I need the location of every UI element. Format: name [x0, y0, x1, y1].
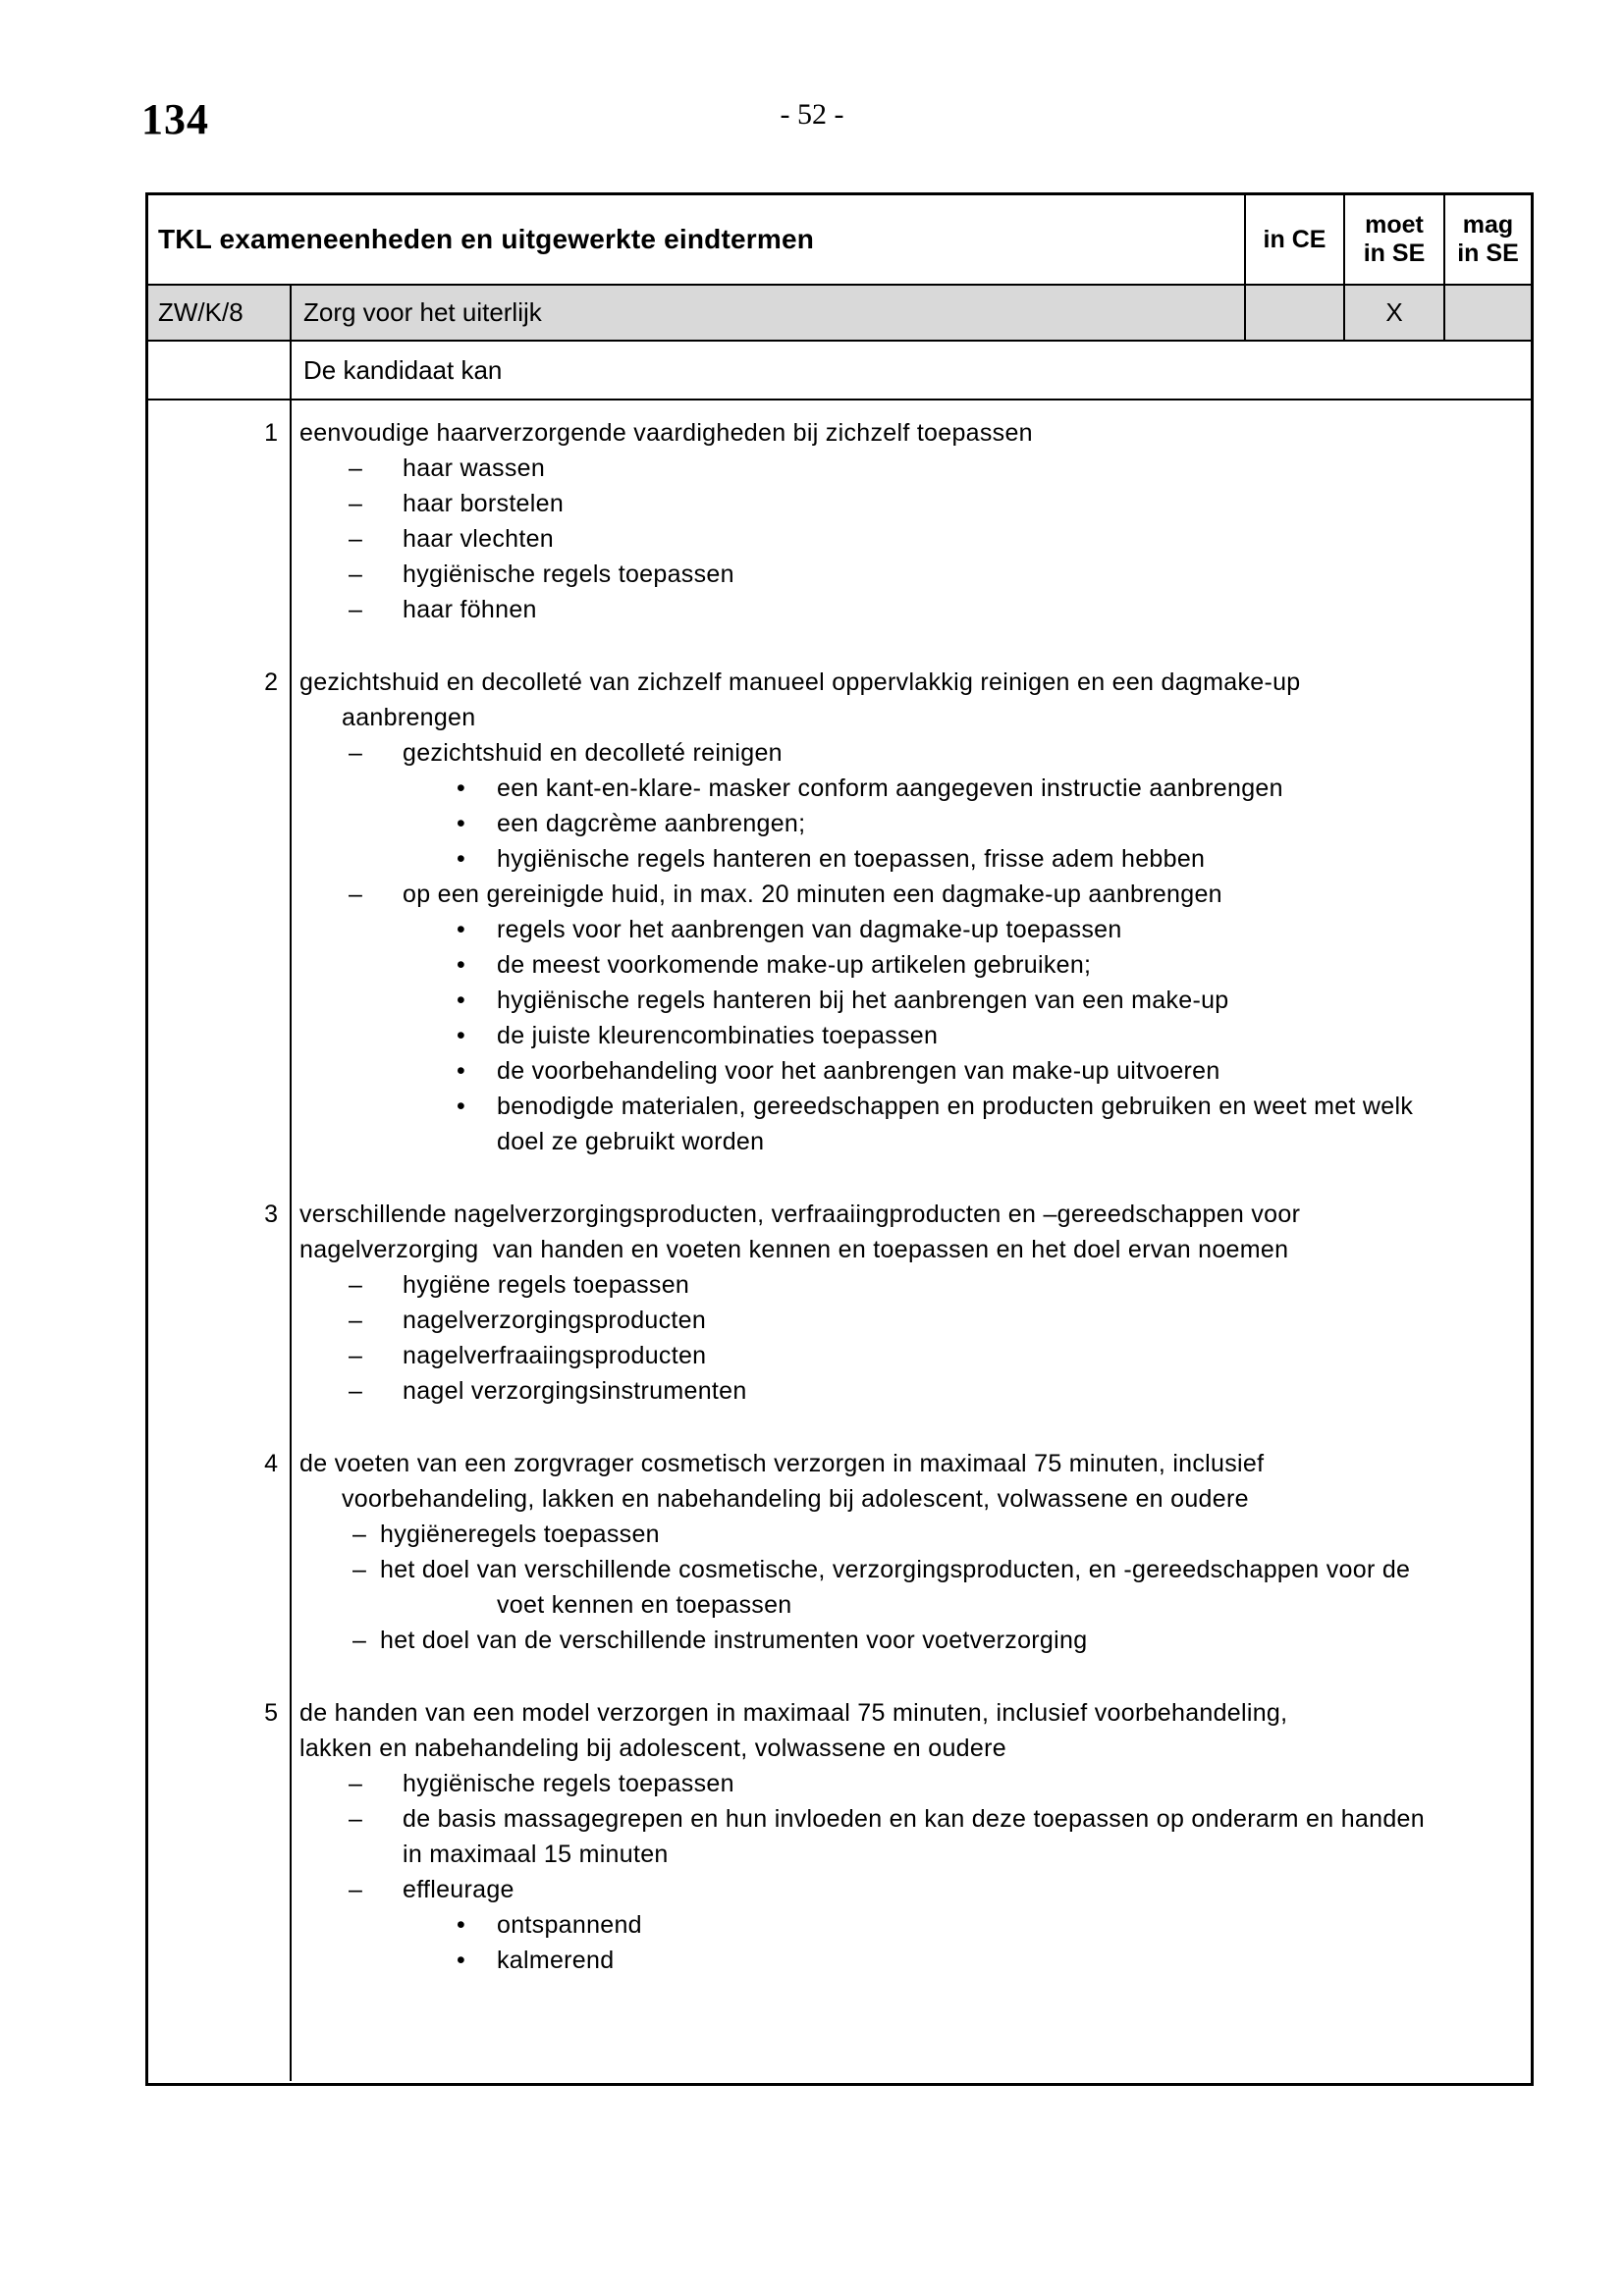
exam-item — [148, 1197, 1531, 1409]
item-line — [148, 1303, 1531, 1338]
line-text: kalmerend — [497, 1947, 615, 1974]
bullet-icon: • — [457, 951, 466, 979]
dash-icon: – — [349, 596, 363, 623]
dash-icon: – — [352, 1556, 367, 1583]
dash-icon: – — [349, 1770, 363, 1797]
item-line — [148, 521, 1531, 557]
dash-icon: – — [349, 454, 363, 482]
items — [148, 400, 1531, 2081]
line-text: hygiënische regels toepassen — [403, 561, 734, 588]
line-text: eenvoudige haarverzorgende vaardigheden bij zichzelf toepassen — [299, 419, 1033, 447]
dash-icon: – — [349, 739, 363, 767]
line-text: hygiëneregels toepassen — [380, 1521, 660, 1548]
line-text: verschillende nagelverzorgingsproducten, verfraaiingproducten en –gereedschappen voor — [299, 1201, 1301, 1228]
item-number: 5 — [264, 1699, 278, 1727]
item-line — [148, 735, 1531, 771]
eindtermen-table — [145, 192, 1534, 2086]
page-number-center: - 52 - — [780, 98, 844, 131]
line-text: de handen van een model verzorgen in maximaal 75 minuten, inclusief voorbehandeling, — [299, 1699, 1288, 1727]
item-line — [148, 947, 1531, 983]
item-line — [148, 1695, 1531, 1731]
line-text: een kant-en-klare- masker conform aangegeven instructie aanbrengen — [497, 774, 1283, 802]
item-line — [148, 1053, 1531, 1089]
item-line — [148, 1907, 1531, 1943]
item-line — [148, 1837, 1531, 1872]
item-line — [148, 1089, 1531, 1124]
item-line — [148, 1552, 1531, 1587]
dash-icon: – — [349, 561, 363, 588]
line-text: nagelverzorgingsproducten — [403, 1307, 707, 1334]
item-number: 2 — [264, 668, 278, 696]
line-text: de juiste kleurencombinaties toepassen — [497, 1022, 939, 1049]
line-text: op een gereinigde huid, in max. 20 minuten een dagmake-up aanbrengen — [403, 881, 1222, 908]
line-text: lakken en nabehandeling bij adolescent, volwassene en oudere — [299, 1735, 1006, 1762]
unit-code: ZW/K/8 — [148, 286, 292, 340]
line-text: de voeten van een zorgvrager cosmetisch verzorgen in maximaal 75 minuten, inclusief — [299, 1450, 1265, 1477]
item-line — [148, 1943, 1531, 1978]
item-line — [148, 1446, 1531, 1481]
bullet-icon: • — [457, 845, 466, 873]
item-line — [148, 1801, 1531, 1837]
intro-row — [148, 342, 1531, 400]
item-line — [148, 1481, 1531, 1517]
item-number: 4 — [264, 1450, 278, 1477]
bullet-icon: • — [457, 1947, 466, 1974]
line-text: nagelverzorging van handen en voeten kennen en toepassen en het doel ervan noemen — [299, 1236, 1289, 1263]
exam-item — [148, 1695, 1531, 1978]
line-text: de basis massagegrepen en hun invloeden en kan deze toepassen op onderarm en handen — [403, 1805, 1425, 1833]
unit-row — [148, 286, 1531, 342]
item-line — [148, 1018, 1531, 1053]
dash-icon: – — [349, 1377, 363, 1405]
item-line — [148, 1766, 1531, 1801]
line-text: hygiënische regels hanteren bij het aanbrengen van een make-up — [497, 987, 1229, 1014]
line-text: gezichtshuid en decolleté reinigen — [403, 739, 783, 767]
dash-icon: – — [349, 1342, 363, 1369]
line-text: hygiëne regels toepassen — [403, 1271, 690, 1299]
item-line — [148, 486, 1531, 521]
item-line — [148, 415, 1531, 451]
line-text: ontspannend — [497, 1911, 642, 1939]
unit-moet-in-se-mark: X — [1345, 286, 1445, 340]
line-text: doel ze gebruikt worden — [497, 1128, 765, 1155]
line-text: in maximaal 15 minuten — [403, 1841, 669, 1868]
column-header-in-ce: in CE — [1246, 195, 1345, 284]
item-line — [148, 771, 1531, 806]
item-line — [148, 841, 1531, 877]
item-line — [148, 1731, 1531, 1766]
line-text: regels voor het aanbrengen van dagmake-up toepassen — [497, 916, 1122, 943]
line-text: hygiënische regels toepassen — [403, 1770, 734, 1797]
unit-in-ce-cell — [1246, 286, 1345, 340]
line-text: de meest voorkomende make-up artikelen gebruiken; — [497, 951, 1092, 979]
line-text: voet kennen en toepassen — [497, 1591, 792, 1619]
item-line — [148, 451, 1531, 486]
column-header-moet-in-se: moet in SE — [1345, 195, 1445, 284]
line-text: het doel van verschillende cosmetische, verzorgingsproducten, en -gereedschappen voor de — [380, 1556, 1411, 1583]
dash-icon: – — [352, 1521, 367, 1548]
bullet-icon: • — [457, 916, 466, 943]
bullet-icon: • — [457, 1093, 466, 1120]
item-line — [148, 912, 1531, 947]
page-number-left: 134 — [141, 95, 209, 143]
item-number: 1 — [264, 419, 278, 447]
line-text: haar borstelen — [403, 490, 565, 517]
item-line — [148, 1232, 1531, 1267]
line-text: de voorbehandeling voor het aanbrengen van make-up uitvoeren — [497, 1057, 1220, 1085]
line-text: benodigde materialen, gereedschappen en producten gebruiken en weet met welk — [497, 1093, 1414, 1120]
bullet-icon: • — [457, 1022, 466, 1049]
exam-item — [148, 1446, 1531, 1658]
item-line — [148, 1267, 1531, 1303]
line-text: een dagcrème aanbrengen; — [497, 810, 806, 837]
item-line — [148, 1124, 1531, 1159]
dash-icon: – — [349, 1271, 363, 1299]
bullet-icon: • — [457, 774, 466, 802]
exam-item — [148, 665, 1531, 1159]
item-line — [148, 1587, 1531, 1623]
unit-mag-in-se-cell — [1445, 286, 1531, 340]
table-title: TKL exameneenheden en uitgewerkte eindtermen — [148, 195, 1246, 284]
table-header-row — [148, 195, 1531, 286]
line-text: aanbrengen — [342, 704, 476, 731]
item-line — [148, 1623, 1531, 1658]
item-line — [148, 1517, 1531, 1552]
item-line — [148, 665, 1531, 700]
item-number: 3 — [264, 1201, 278, 1228]
line-text: haar wassen — [403, 454, 546, 482]
line-text: het doel van de verschillende instrumenten voor voetverzorging — [380, 1627, 1088, 1654]
dash-icon: – — [349, 490, 363, 517]
line-text: nagelverfraaiingsproducten — [403, 1342, 707, 1369]
item-line — [148, 1872, 1531, 1907]
line-text: voorbehandeling, lakken en nabehandeling bij adolescent, volwassene en oudere — [342, 1485, 1249, 1513]
line-text: haar föhnen — [403, 596, 537, 623]
line-text: hygiënische regels hanteren en toepassen, frisse adem hebben — [497, 845, 1206, 873]
exam-item — [148, 415, 1531, 627]
item-line — [148, 1373, 1531, 1409]
item-line — [148, 592, 1531, 627]
column-header-mag-in-se: mag in SE — [1457, 211, 1519, 267]
bullet-icon: • — [457, 1911, 466, 1939]
unit-title: Zorg voor het uiterlijk — [292, 286, 1246, 340]
item-line — [148, 1197, 1531, 1232]
dash-icon: – — [352, 1627, 367, 1654]
intro-text: De kandidaat kan — [303, 354, 503, 385]
bullet-icon: • — [457, 1057, 466, 1085]
item-line — [148, 700, 1531, 735]
line-text: haar vlechten — [403, 525, 554, 553]
dash-icon: – — [349, 1307, 363, 1334]
item-line — [148, 983, 1531, 1018]
dash-icon: – — [349, 881, 363, 908]
item-line — [148, 1338, 1531, 1373]
bullet-icon: • — [457, 810, 466, 837]
dash-icon: – — [349, 525, 363, 553]
intro-blank-cell — [148, 342, 292, 399]
content-row — [148, 400, 1531, 2081]
item-line — [148, 557, 1531, 592]
line-text: nagel verzorgingsinstrumenten — [403, 1377, 747, 1405]
dash-icon: – — [349, 1876, 363, 1903]
line-text: gezichtshuid en decolleté van zichzelf manueel oppervlakkig reinigen en een dagmake-up — [299, 668, 1301, 696]
line-text: effleurage — [403, 1876, 514, 1903]
item-line — [148, 806, 1531, 841]
item-line — [148, 877, 1531, 912]
dash-icon: – — [349, 1805, 363, 1833]
bullet-icon: • — [457, 987, 466, 1014]
